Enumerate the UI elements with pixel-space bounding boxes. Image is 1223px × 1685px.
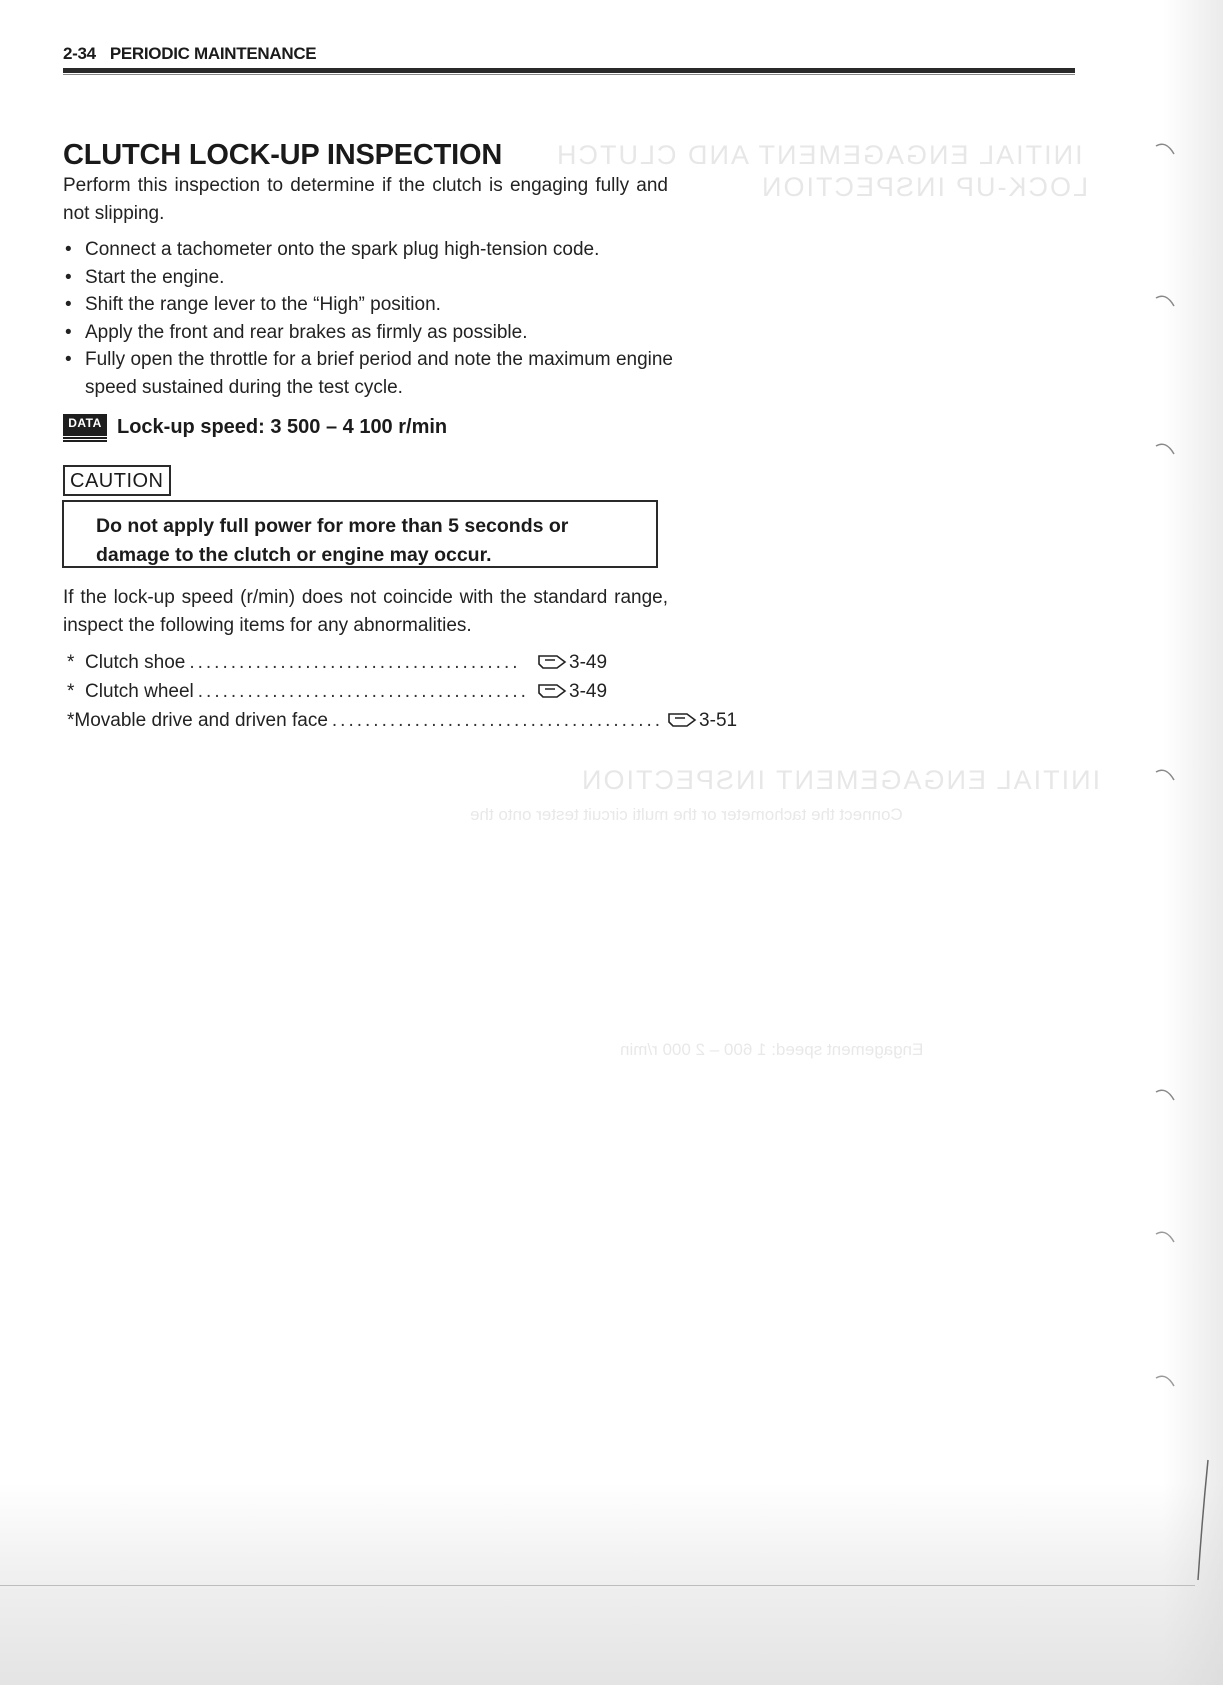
data-specification (63, 414, 447, 440)
leader-dots: ........................................ (197, 681, 529, 702)
procedure-step: • Start the engine. (63, 264, 673, 292)
caution-label: CAUTION (63, 465, 171, 496)
procedure-step: • Apply the front and rear brakes as firmly as possible. (63, 319, 673, 347)
bleed-through-subheading: LOCK-UP INSPECTION (760, 172, 1089, 202)
asterisk: * (67, 710, 75, 731)
reference-page: 3-49 (569, 652, 608, 673)
bleed-through-heading: INITIAL ENGAGEMENT AND CLUTCH (555, 140, 1083, 170)
reference-item (63, 677, 623, 706)
reference-item (63, 706, 738, 735)
hand-pointer-icon (537, 651, 567, 671)
header-rule-thin (63, 74, 1075, 75)
binding-edge-marks (1140, 0, 1223, 1685)
page-reference (667, 706, 737, 735)
procedure-steps (63, 236, 673, 401)
caution-box (62, 500, 658, 568)
procedure-step: • Fully open the throttle for a brief period and note the maximum engine speed sustained during the test cycle. (63, 346, 673, 401)
bleed-through-line: Connect the tachometer or the multi circuit tester onto the (470, 805, 903, 824)
page-header (63, 44, 316, 64)
caution-text: Do not apply full power for more than 5 seconds or damage to the clutch or engine may occur. (96, 515, 569, 566)
page-reference (537, 677, 623, 706)
page-number: 2-34 (63, 44, 96, 63)
intro-paragraph: Perform this inspection to determine if the clutch is engaging fully and not slipping. (63, 175, 668, 224)
hand-pointer-icon (667, 709, 697, 729)
section-title: PERIODIC MAINTENANCE (109, 44, 317, 63)
followup-paragraph: If the lock-up speed (r/min) does not coincide with the standard range, inspect the following items for any abnormalities. (63, 587, 668, 636)
bleed-through-heading-2: INITIAL ENGAGEMENT INSPECTION (580, 765, 1101, 795)
reference-page: 3-51 (699, 710, 738, 731)
header-rule (63, 68, 1075, 73)
reference-label: Clutch shoe (85, 652, 186, 673)
reference-label: Clutch wheel (85, 681, 194, 702)
bottom-rule (0, 1585, 1195, 1586)
reference-item (63, 648, 623, 677)
bleed-through-line-2: Engagement speed: 1 600 – 2 000 r/min (620, 1040, 924, 1059)
procedure-step: • Shift the range lever to the “High” position. (63, 291, 673, 319)
page-reference (537, 648, 623, 677)
reference-label: Movable drive and driven face (74, 710, 328, 731)
hand-pointer-icon (537, 680, 567, 700)
reference-list (63, 648, 738, 735)
page-title: CLUTCH LOCK-UP INSPECTION (63, 139, 503, 171)
reference-page: 3-49 (569, 681, 608, 702)
asterisk: * (67, 681, 75, 702)
lock-up-speed-spec: Lock-up speed: 3 500 – 4 100 r/min (117, 415, 448, 438)
leader-dots: ........................................ (331, 710, 664, 731)
procedure-step: • Connect a tachometer onto the spark plug high-tension code. (63, 236, 673, 264)
data-icon: DATA (63, 414, 107, 440)
leader-dots: ........................................ (189, 652, 521, 673)
asterisk: * (67, 652, 75, 673)
